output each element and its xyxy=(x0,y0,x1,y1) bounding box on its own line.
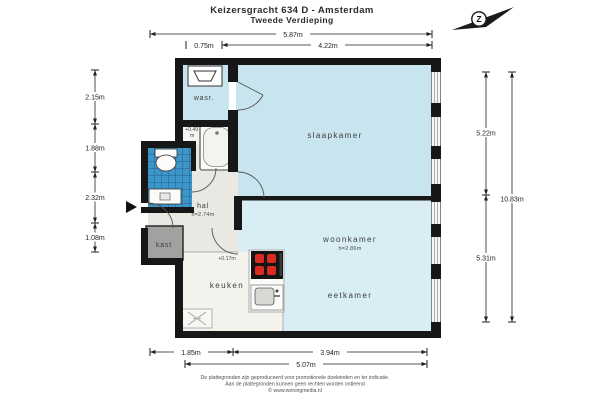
label-bad-level: +0.49 xyxy=(185,127,199,133)
wall-room-divider xyxy=(238,196,433,201)
label-bad-level-unit: m xyxy=(190,133,195,139)
wall-bottom xyxy=(175,331,441,338)
label-eetkamer: eetkamer xyxy=(327,291,373,300)
wall-interior-a xyxy=(228,58,238,82)
label-kast: kast xyxy=(155,242,173,249)
label-woonkamer-height: h=2.86m xyxy=(338,246,362,252)
entrance-arrow-icon xyxy=(126,201,137,213)
wall-badkamer-right xyxy=(191,148,196,171)
label-keuken: keuken xyxy=(209,281,245,290)
label-hal-height: h=2.74m xyxy=(191,212,215,218)
footer-disclaimer xyxy=(201,375,390,394)
drain-icon xyxy=(215,131,219,135)
label-keuken-level: +0.17m xyxy=(218,256,236,262)
slaapkamer-floor xyxy=(236,62,433,198)
footer-line-2: Aan de plattegronden kunnen geen rechten worden ontleend xyxy=(225,381,365,388)
dimensions-right xyxy=(468,72,533,322)
page-subtitle: Tweede Verdieping xyxy=(250,15,334,25)
wall-interior-b xyxy=(228,110,238,172)
window xyxy=(432,117,441,146)
wall-hal-stub xyxy=(234,196,242,230)
dim-top-total: 5.87m xyxy=(283,32,303,39)
kitchen-sink-icon xyxy=(251,285,283,310)
dim-bottom-left: 1.85m xyxy=(181,350,201,357)
dim-bottom-right: 3.94m xyxy=(320,350,340,357)
dimensions-bottom xyxy=(150,348,427,370)
dimensions-left xyxy=(77,70,113,252)
footer-line-1: De plattegronden zijn geproduceerd voor promotionele doeleinden en ter indicatie. xyxy=(200,375,390,381)
wall-left-lower xyxy=(175,258,183,338)
compass-letter: Z xyxy=(476,14,482,24)
window xyxy=(432,159,441,184)
toilet-icon xyxy=(155,149,177,171)
ventilation-icon xyxy=(182,309,212,328)
dimensions-top xyxy=(150,30,432,51)
dim-left-2: 1.88m xyxy=(85,145,105,153)
washbasin-icon xyxy=(149,189,181,204)
wall-left-upper xyxy=(175,58,183,148)
dim-left-1: 2.15m xyxy=(85,94,105,102)
dim-right-top: 5.22m xyxy=(476,130,496,138)
label-hal: hal xyxy=(197,203,209,210)
window xyxy=(432,72,441,103)
dim-left-3: 2.32m xyxy=(85,195,105,202)
dim-bottom-total: 5.07m xyxy=(296,362,316,369)
compass-icon xyxy=(452,7,514,30)
wall-top xyxy=(175,58,441,65)
stove-icon xyxy=(251,251,283,279)
laundry-sink-icon xyxy=(188,66,222,86)
dim-top-right: 4.22m xyxy=(318,43,338,50)
dim-top-left: 0.75m xyxy=(194,43,214,50)
wall-jog-top xyxy=(141,141,196,148)
wall-wasr-bottom xyxy=(175,120,238,127)
window xyxy=(432,202,441,224)
dim-left-4: 1.08m xyxy=(85,235,105,242)
label-woonkamer: woonkamer xyxy=(323,235,377,244)
wall-left-mid-a xyxy=(141,141,148,203)
dim-right-bottom: 5.31m xyxy=(476,255,496,263)
footer-line-3: © www.woningmedia.nl xyxy=(268,388,322,394)
label-wasr: wasr. xyxy=(193,95,215,102)
window xyxy=(432,279,441,322)
label-slaapkamer: slaapkamer xyxy=(307,131,363,140)
dim-right-total: 10.83m xyxy=(500,196,524,204)
page-title: Keizersgracht 634 D - Amsterdam xyxy=(210,5,374,16)
window xyxy=(432,237,441,264)
